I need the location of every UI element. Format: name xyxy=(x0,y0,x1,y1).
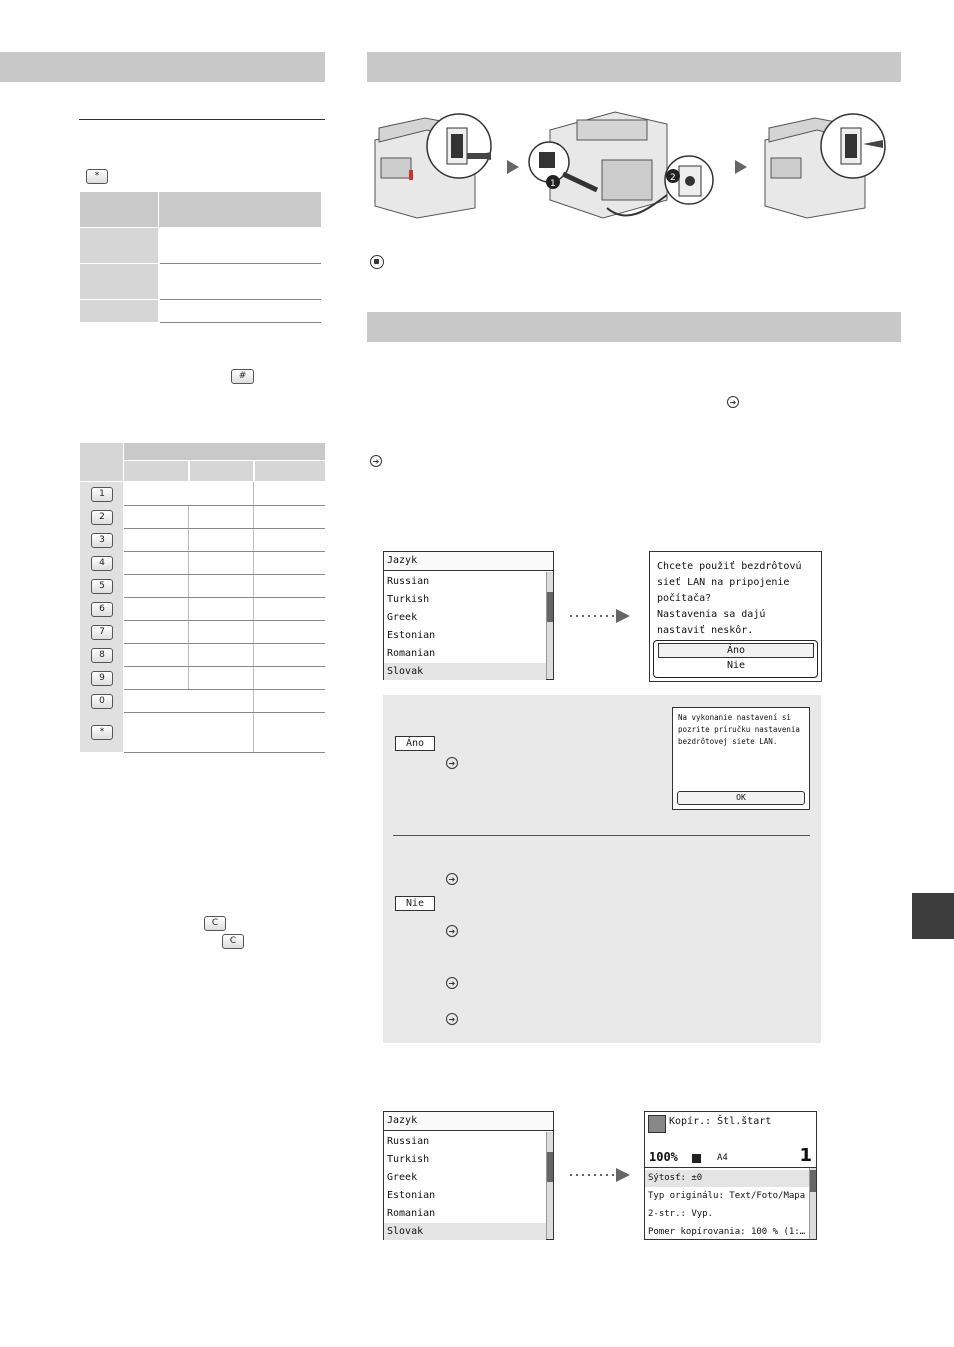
table-row-label xyxy=(80,228,158,263)
copy-setting[interactable]: Sýtosť: ±0 xyxy=(648,1173,703,1183)
number-key-icon: 1 xyxy=(91,487,113,502)
chapter-tab xyxy=(912,893,954,939)
copy-screen-title: Kopír.: Štl.štart xyxy=(669,1116,772,1127)
reference-arrow-icon: ➔ xyxy=(446,873,458,885)
reference-arrow-icon: ➔ xyxy=(446,757,458,769)
table-row-line xyxy=(124,505,325,506)
table-row-line xyxy=(124,597,325,598)
paper-icon xyxy=(692,1154,701,1163)
no-button[interactable]: Nie xyxy=(658,658,814,673)
number-key-icon: 6 xyxy=(91,602,113,617)
reference-arrow-icon: ➔ xyxy=(370,455,382,467)
section-header-bar-left xyxy=(0,52,325,82)
reference-arrow-icon: ➔ xyxy=(446,1013,458,1025)
table-row-line xyxy=(124,712,325,713)
number-key-icon: 3 xyxy=(91,533,113,548)
table-header xyxy=(80,192,321,227)
table-row-line xyxy=(124,689,325,690)
power-switch-icon xyxy=(821,114,885,178)
play-icon xyxy=(507,160,519,174)
dotted-arrow-icon xyxy=(570,608,632,624)
section-header-bar-power xyxy=(367,52,901,82)
number-key-icon: 4 xyxy=(91,556,113,571)
copies-count: 1 xyxy=(799,1145,812,1166)
number-key-icon: * xyxy=(91,725,113,740)
prompt-text: počítača? xyxy=(657,593,712,604)
important-note-icon xyxy=(370,255,384,269)
table-row-line xyxy=(160,299,321,300)
table-subheader xyxy=(190,461,253,481)
prompt-text: sieť LAN na pripojenie xyxy=(657,577,790,588)
note-text: pozrite príručku nastavenia xyxy=(678,725,800,734)
number-key-icon: 2 xyxy=(91,510,113,525)
reference-arrow-icon: ➔ xyxy=(727,396,739,408)
language-screen-title: Jazyk xyxy=(384,552,553,571)
number-key-icon: 8 xyxy=(91,648,113,663)
divider-line xyxy=(79,119,325,120)
language-screen-title: Jazyk xyxy=(384,1112,553,1131)
language-option[interactable]: Greek xyxy=(387,612,418,623)
language-option[interactable]: Estonian xyxy=(387,1190,436,1201)
number-key-icon: 7 xyxy=(91,625,113,640)
scrollbar-thumb[interactable] xyxy=(547,1152,553,1182)
table-row-label xyxy=(80,264,158,299)
wlan-note-screen xyxy=(672,707,810,810)
table-row-line xyxy=(124,666,325,667)
table-row-line xyxy=(160,322,321,323)
clear-key-icon: C xyxy=(204,916,226,931)
copy-icon xyxy=(648,1115,666,1133)
dotted-arrow-icon xyxy=(570,1167,632,1183)
language-option[interactable]: Romanian xyxy=(387,1208,436,1219)
table-divider xyxy=(158,192,159,227)
language-option[interactable]: Estonian xyxy=(387,630,436,641)
table-row-label xyxy=(80,300,158,322)
table-corner xyxy=(80,443,123,481)
yes-button[interactable]: Áno xyxy=(658,643,814,658)
clear-key-icon: C xyxy=(222,934,244,949)
paper-size: A4 xyxy=(717,1153,728,1163)
scrollbar-thumb[interactable] xyxy=(810,1170,816,1192)
power-on-illustration xyxy=(367,100,901,230)
scrollbar[interactable] xyxy=(809,1168,816,1239)
reference-arrow-icon: ➔ xyxy=(446,977,458,989)
table-row-line xyxy=(124,643,325,644)
scrollbar[interactable] xyxy=(546,1132,553,1239)
number-key-icon: 0 xyxy=(91,694,113,709)
copy-home-screen xyxy=(644,1111,817,1240)
table-subheader xyxy=(124,461,188,481)
no-option-label: Nie xyxy=(395,896,435,911)
svg-text:2: 2 xyxy=(670,173,676,183)
language-option[interactable]: Turkish xyxy=(387,1154,430,1165)
prompt-text: Chcete použiť bezdrôtovú xyxy=(657,561,802,572)
scrollbar-thumb[interactable] xyxy=(547,592,553,622)
table-row-line xyxy=(160,263,321,264)
copy-setting[interactable]: Typ originálu: Text/Foto/Mapa xyxy=(648,1191,806,1201)
language-option[interactable]: Romanian xyxy=(387,648,436,659)
info-divider xyxy=(393,835,810,836)
copy-setting[interactable]: Pomer kopírovania: 100 % (1:… xyxy=(648,1227,806,1237)
language-option[interactable]: Russian xyxy=(387,1136,430,1147)
language-option[interactable]: Turkish xyxy=(387,594,430,605)
prompt-text: nastaviť neskôr. xyxy=(657,625,754,636)
play-icon xyxy=(735,160,747,174)
language-screen xyxy=(383,551,554,680)
table-row-line xyxy=(124,752,325,753)
note-text: bezdrôtovej siete LAN. xyxy=(678,737,778,746)
power-switch-icon xyxy=(427,114,491,178)
yes-option-label: Áno xyxy=(395,736,435,751)
star-key-icon: * xyxy=(86,169,108,184)
reference-arrow-icon: ➔ xyxy=(446,925,458,937)
svg-text:1: 1 xyxy=(550,179,556,189)
table-row-line xyxy=(124,528,325,529)
table-row-line xyxy=(124,574,325,575)
table-header xyxy=(124,443,325,460)
wireless-lan-prompt xyxy=(649,551,822,682)
ok-button[interactable]: OK xyxy=(677,791,805,805)
table-row-line xyxy=(124,620,325,621)
language-option[interactable]: Greek xyxy=(387,1172,418,1183)
table-row-line xyxy=(124,551,325,552)
language-option[interactable]: Slovak xyxy=(387,666,424,677)
language-screen xyxy=(383,1111,554,1240)
language-option[interactable]: Slovak xyxy=(387,1226,424,1237)
prompt-text: Nastavenia sa dajú xyxy=(657,609,766,620)
language-option[interactable]: Russian xyxy=(387,576,430,587)
section-header-bar-language xyxy=(367,312,901,342)
copy-setting[interactable]: 2-str.: Vyp. xyxy=(648,1209,714,1219)
zoom-value: 100% xyxy=(649,1150,678,1164)
number-key-icon: 5 xyxy=(91,579,113,594)
hash-key-icon: # xyxy=(231,369,254,384)
copy-divider xyxy=(645,1167,816,1168)
note-text: Na vykonanie nastavení si xyxy=(678,713,791,722)
table-subheader xyxy=(255,461,325,481)
scrollbar[interactable] xyxy=(546,572,553,679)
number-key-icon: 9 xyxy=(91,671,113,686)
